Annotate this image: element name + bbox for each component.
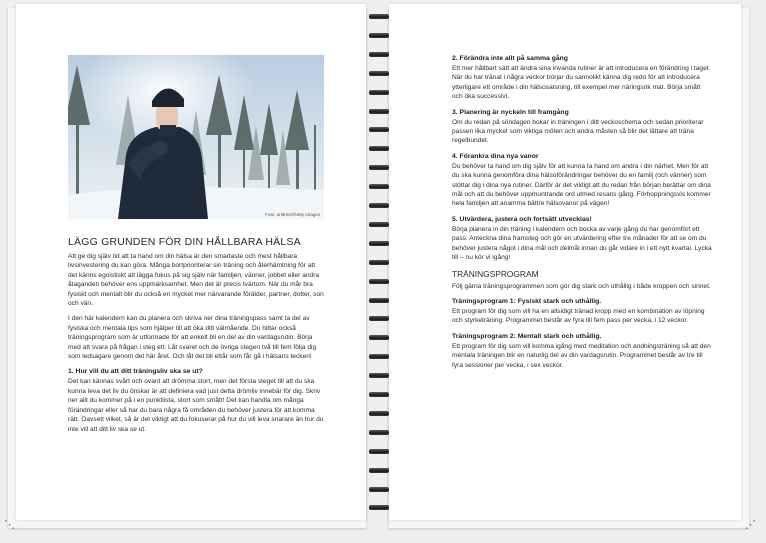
spiral-ring xyxy=(369,411,389,416)
program-intro: Följ gärna träningsprogrammen som gör dig stark och uthållig i både kroppen och sinnet. xyxy=(452,282,711,290)
page-curl-left: ⋱ xyxy=(4,519,15,531)
left-column xyxy=(68,236,324,434)
page-curl-right: ⋰ xyxy=(745,519,756,531)
step-4-heading: 4. Förankra dina nya vanor xyxy=(452,152,539,160)
step-2-text: Ett mer hållbart sätt att ändra sina invanda rutiner är att introducera en förändring i taget. När du har tränat i några veckor börjar du sannolikt känna dig redo för att introducera ytterligare ett område i din hälsosatsning, till exempel mer näringsrik mat. Börja smått och öka successivt. xyxy=(452,65,711,101)
program-1-heading: Träningsprogram 1: Fysiskt stark och uthållig. xyxy=(452,297,602,305)
step-4 xyxy=(452,152,712,209)
program-2-text: Ett program för dig som vill komma igång med meditation och andningsträning så att den mentala träningen blir en naturlig del av din vardagsrutin. Programmet består av tre till fyra sessioner per vecka, i sex veckor. xyxy=(452,342,711,369)
spiral-ring xyxy=(369,279,389,284)
intro-paragraph-2: I den här kalendern kan du planera och skriva ner dina träningspass samt ta del av fysiska och mentala tips som hjälper till att öka ditt välmående. Du hittar också träningsprogram som är utformade för att enkelt bli en del av din vardagsrutin. Börja med att svara på frågan i steg ett. Låt svaret och de övriga stegen två till fem följa dig som ledsagare genom det här året. Och låt det bli ettår som får gå i hälsans tecken! xyxy=(68,315,317,361)
spiral-ring xyxy=(369,316,389,321)
spiral-ring xyxy=(369,109,389,114)
spiral-ring xyxy=(369,71,389,76)
step-4-text: Du behöver ta hand om dig själv för att kunna ta hand om andra i din närhet. Men för att du ska kunna genomföra dina hälsoförändringar behöver du en familj (och vänner) som stöttar dig i dina nya rutiner. Därför är det viktigt att du redan från början berättar om dina mål och att du behöver uppmuntrande ord utmed resans gång. Förhoppningsvis kommer hela familjen att anamma bättre hälsovanor på vägen! xyxy=(452,162,711,208)
program-title: TRÄNINGSPROGRAM xyxy=(452,268,539,279)
page-title: LÄGG GRUNDEN FÖR DIN HÅLLBARA HÄLSA xyxy=(68,236,301,248)
spiral-ring xyxy=(369,298,389,303)
spiral-ring xyxy=(369,222,389,227)
spiral-ring xyxy=(369,165,389,170)
step-1-heading: 1. Hur vill du att ditt träningsliv ska se ut? xyxy=(68,368,203,376)
spiral-ring xyxy=(369,203,389,208)
right-column xyxy=(452,54,712,376)
spiral-ring xyxy=(369,335,389,340)
spiral-ring xyxy=(369,430,389,435)
spiral-ring xyxy=(369,468,389,473)
spiral-binding xyxy=(366,8,391,520)
spiral-ring xyxy=(369,52,389,57)
spiral-ring xyxy=(369,392,389,397)
hero-photo xyxy=(68,55,324,219)
spiral-ring xyxy=(369,373,389,378)
step-3-heading: 3. Planering är nyckeln till framgång xyxy=(452,108,569,116)
step-1-text: Det kan kännas svårt och ovant att drömma stort, men det första steget till att du ska kunna leva det liv du önskar är att definiera vad just detta drömliv innebär för dig. Skriv ner allt du kommer på i en punktlista, stort som smått! Det kan handla om många förändringar eller så har du bara några få områden du behöver justera för att komma rätt. Oavsett vilket, så är det viktigt att du fokuserar på hur du vill leva snarare än hur du inte vill att ditt liv ska se ut. xyxy=(68,378,324,433)
spiral-ring xyxy=(369,241,389,246)
program-2-heading: Träningsprogram 2: Mentalt stark och uthållig. xyxy=(452,332,602,340)
spiral-ring xyxy=(369,14,389,19)
step-2-heading: 2. Förändra inte allt på samma gång xyxy=(452,55,568,62)
program-1-text: Ett program för dig som vill ha en allsidigt tränad kropp med en kombination av löpning och styrketräning. Programmet består av fyra till fem pass per vecka, i 12 veckor. xyxy=(452,307,705,325)
spiral-ring xyxy=(369,184,389,189)
step-3-text: Om du redan på söndagen bokar in träningen i ditt veckoschema och sedan prioriterar passen lika mycket som viktiga möten och andra måsten så blir det lättare att träna regelbundet. xyxy=(452,118,704,145)
step-2 xyxy=(452,54,712,102)
photo-credit: Foto: andresr/Getty Images xyxy=(265,212,320,217)
spiral-ring xyxy=(369,260,389,265)
spiral-ring xyxy=(369,487,389,492)
program-2 xyxy=(452,332,712,370)
spiral-ring xyxy=(369,127,389,132)
program-1 xyxy=(452,297,712,326)
spiral-ring xyxy=(369,449,389,454)
spiral-ring xyxy=(369,33,389,38)
spiral-ring xyxy=(369,505,389,510)
step-3 xyxy=(452,108,712,146)
spiral-ring xyxy=(369,90,389,95)
step-5 xyxy=(452,215,712,263)
intro-paragraph-1: Att ge dig själv tid att ta hand om din hälsa är den smartaste och mest hållbara livsinvestering du kan göra. Många bortprioriterar sin träning och återhämtning för att det känns egoistiskt att lägga fokus på sig själv när familjen, vänner, jobbet eller andra åtaganden behöver ens uppmärksamhet. Men det är precis tvärtom. När du mår bra fysiskt och mentalt blir du också en mycket mer närvarande förälder, partner, dotter, son och vän. xyxy=(68,253,324,308)
winter-runner-image xyxy=(68,55,324,219)
step-5-text: Börja planera in din träning i kalendern och bocka av varje gång du har genomfört ett pass. Anteckna dina framsteg och gör en utvärdering efter tre månader för att se om du behöver justera något i dina mål och delmål innan du går vidare in i ett nytt kvartal. Lycka till – nu kör vi igång! xyxy=(452,225,712,262)
spiral-ring xyxy=(369,354,389,359)
spiral-ring xyxy=(369,146,389,151)
step-5-heading: 5. Utvärdera, justera och fortsätt utvecklas! xyxy=(452,215,592,223)
